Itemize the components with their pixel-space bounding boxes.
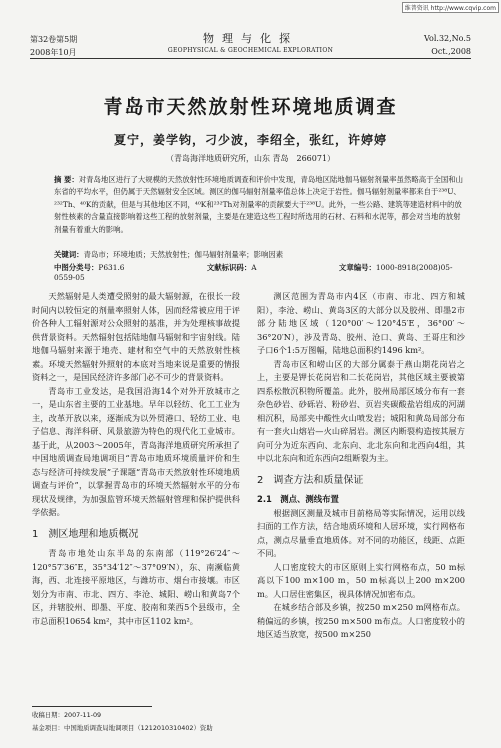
received-date: 收稿日期：2007-11-09 xyxy=(32,711,102,719)
journal-header xyxy=(30,20,471,58)
abstract xyxy=(54,174,464,236)
article-title: 青岛市天然放射性环境地质调查 xyxy=(103,96,398,118)
fund-note: 基金项目：中国地质调查局地调项目（1212010310402）资助 xyxy=(32,724,213,732)
section-heading: 2 调查方法和质量保证 xyxy=(257,474,364,486)
keywords-label: 关键词： xyxy=(54,250,84,259)
watermark-link[interactable]: 维普资讯 http://www.cqvip.com xyxy=(402,2,499,13)
footnote-rule xyxy=(32,706,152,707)
affiliation: （青岛海洋地质研究所，山东 青岛 266071） xyxy=(165,154,336,163)
paragraph: 人口密度较大的市区原则上实行网格布点，50 m标高以下100 m×100 m，50 m标高以上200 m×200 m。人口居住密集区，视具体情况加密布点。 xyxy=(257,561,465,599)
abstract-text: 对青岛地区进行了大规模的天然放射性环境地质调查和评价中发现，青岛地区陆地伽马辐射剂量率虽然略高于全国和山东省的平均水平，但仍属于天然辐射安全区域。测区的伽马辐射剂量率值总体上决定于岩性。伽马辐射剂量率都来自于²³⁸U、²³²Th、⁴⁰K的贡献，但是与其他地区不同，⁴⁰K和²³²Th对剂量率的贡献要大于²³⁸U。此外，一些公路、建筑等建造材料中的放射性核素的含量直接影响着这些工程的放射剂量，主要是在建造这些工程时所选用的石材、石料和水泥等，都会对当地的放射剂量有着重大的影响。 xyxy=(54,175,464,234)
journal-name-en: GEOPHYSICAL & GEOCHEMICAL EXPLORATION xyxy=(167,47,334,54)
journal-name-cn: 物理与化探 xyxy=(203,32,298,45)
volume-issue-cn: 第32卷第5期 xyxy=(30,35,78,44)
subsection-heading: 2.1 测点、测线布置 xyxy=(257,494,339,504)
section-heading: 1 测区地理和地质概况 xyxy=(32,528,139,540)
document-code: 文献标识码：A xyxy=(206,263,257,272)
author-list: 夏宁，姜学钧，刁少波，李绍全，张红，许婷婷 xyxy=(113,133,387,147)
classification-line xyxy=(54,262,464,282)
left-column xyxy=(32,290,240,628)
abstract-label: 摘 要： xyxy=(54,175,79,184)
keywords-text: 青岛市；环境地质；天然放射性；伽马辐射剂量率；影响因素 xyxy=(83,250,284,259)
paragraph: 天然辐射是人类遭受照射的最大辐射源，在很长一段时间内以较恒定的剂量率照射人体，因而经常被应用于评价各种人工辐射源对公众照射的基准，并为处理核事故提供背景资料。天然辐射包括陆地伽马辐射和宇宙射线。陆地伽马辐射来源于地壳、建材和空气中的天然放射性核素。环境天然辐射外照射的本底对当地来说是重要的情报资料之一，是国民经济许多部门必不可少的背景资料。 xyxy=(32,291,240,382)
date-cn: 2008年10月 xyxy=(30,48,77,57)
header-rule xyxy=(30,58,471,59)
paragraph: 青岛市工业发达，是我国沿海14个对外开放城市之一，是山东省主要的工业基地。早年以轻纺、化工工业为主，改革开放以来，逐渐成为以外贸港口、轻纺工业、电子信息、海洋科研、风景旅游为特色的现代化工业城市。基于此，从2003～2005年，青岛海洋地质研究所承担了中国地质调查局地调项目“青岛市地质环境质量评价和生态与经济可持续发展”子课题“青岛市天然放射性环境地质调查与评价”，以掌握青岛市的环境天然辐射水平的分布现状及规律，为加强监管环境天然辐射管理和保护提供科学依据。 xyxy=(32,385,240,517)
right-column xyxy=(257,290,465,642)
paragraph: 在城乡结合部及乡镇，按250 m×250 m网格布点。稍偏远的乡镇，按250 m×500 m布点。人口密度较小的地区适当放宽，按500 m×250 xyxy=(257,602,465,639)
paragraph: 根据测区测量及城市目前格局等实际情况，运用以线扫面的工作方法，结合地质环境和人居环境，实行网格布点，测点尽量垂直地质体。对不同的功能区，线距、点距不同。 xyxy=(257,507,465,558)
clc-number: 中图分类号：P631.6 xyxy=(54,263,125,272)
paragraph: 青岛市区和崂山区的大部分属泰于燕山期花岗岩之上，主要是钾长花岗岩和二长花岗岩，其他区域主要被第四系松散沉积物所覆盖。此外，胶州局部区域分布有一套杂色砂岩、砂砾岩、粉砂岩、页岩夹碳酸盐岩组成的河湖相沉积，局部夹中酸性火山喷发岩；城阳和黄岛局部分布有一套火山熔岩—火山碎屑岩。测区内断裂构造按其展方向可分为近东西向、北东向、北北东向和北西向4组，其中以北东向和近东西向2组断裂为主。 xyxy=(257,358,465,463)
volume-issue-en: Vol.32,No.5 xyxy=(424,34,471,43)
paragraph: 青岛市地处山东半岛的东南部（119°26′24″～120°57′36″E，35°34′12″～37°09′N），东、南濒临黄海，西、北连接平原地区，与潍坊市、烟台市接壤。市区划分为市南、市北、四方、李沧、城阳、崂山和黄岛7个区，并辖胶州、即墨、平度、胶南和莱西5个县级市，全市总面积10654 km²，其中市区1102 km²。 xyxy=(32,548,240,626)
date-en: Oct.,2008 xyxy=(431,47,471,56)
keywords xyxy=(54,249,464,260)
paragraph: 测区范围为青岛市内4区（市南、市北、四方和城阳），李沧、崂山、黄岛3区的大部分以及胶州、即墨2市部分陆地区域（120°00′～120°45′E，36°00′～36°20′N），涉及青岛、胶州、沧口、黄岛、王哥庄和沙子口6个1:5万图幅，陆地总面积约1496 km²。 xyxy=(257,291,465,355)
article-id: 文章编号：1000-8918(2008)05-0559-05 xyxy=(54,263,453,282)
